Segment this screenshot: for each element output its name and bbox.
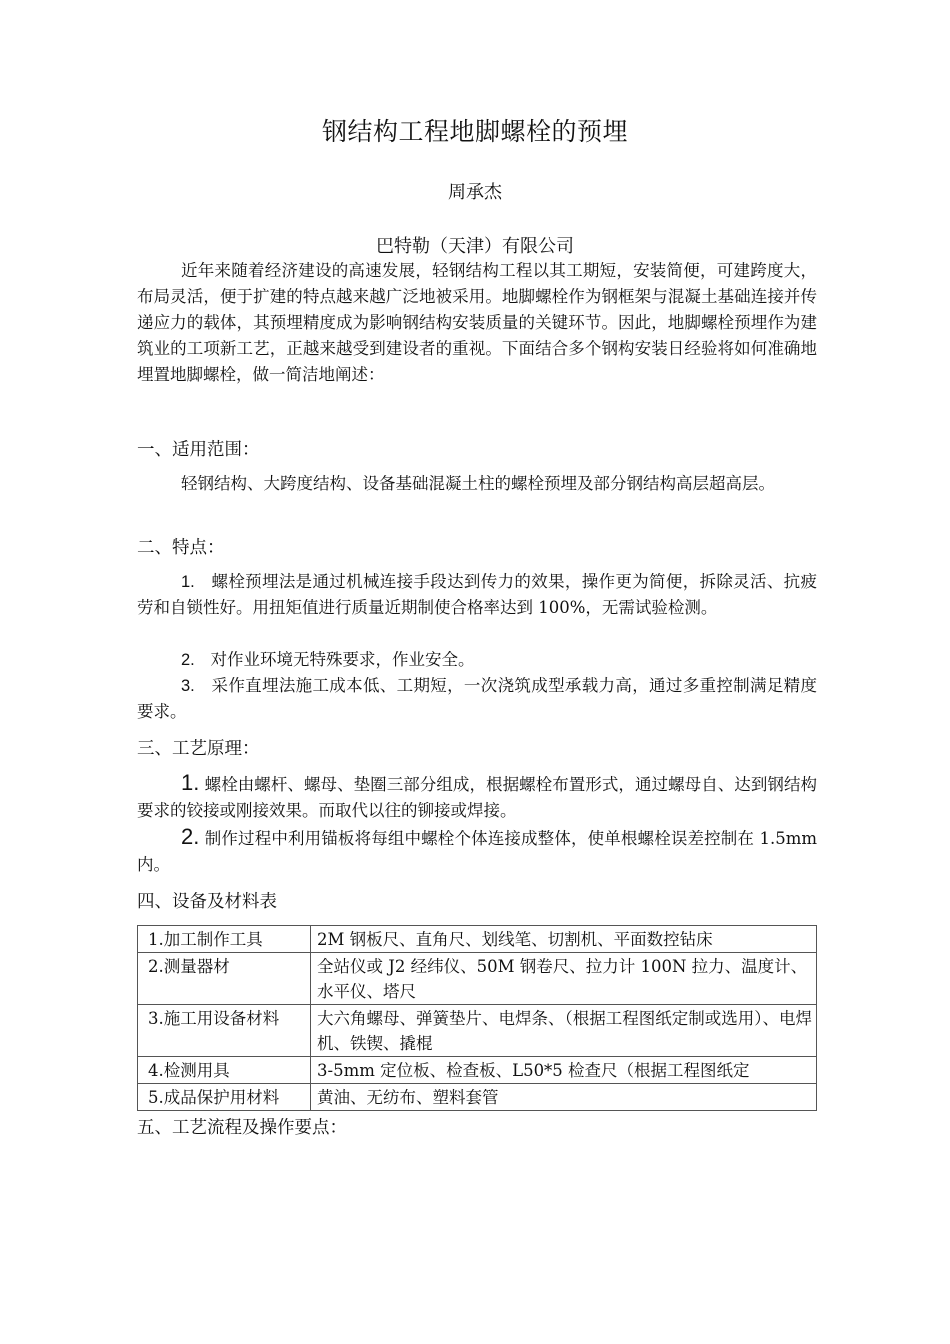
table-cell-items: 黄油、无纺布、塑料套管 — [311, 1084, 817, 1111]
section-heading-scope: 一、适用范围： — [137, 440, 260, 460]
table-cell-name: 2.测量器材 — [138, 953, 311, 1005]
table-cell-name: 3.施工用设备材料 — [138, 1005, 311, 1057]
principle-item-text: 制作过程中利用锚板将每组中螺栓个体连接成整体，使单根螺栓误差控制在 1.5mm 内。 — [137, 829, 818, 874]
intro-paragraph: 近年来随着经济建设的高速发展，轻钢结构工程以其工期短，安装简便，可建跨度大，布局灵活，便于扩建的特点越来越广泛地被采用。地脚螺栓作为钢框架与混凝土基础连接并传递应力的载体，其预埋精度成为影响钢结构安装质量的关键环节。因此，地脚螺栓预埋作为建筑业的工项新工艺，正越来越受到建设者的重视。下面结合多个钢构安装日经验将如何准确地埋置地脚螺栓，做一简洁地阐述： — [137, 261, 817, 384]
principle-item — [137, 770, 817, 824]
materials-table — [137, 925, 817, 1111]
principle-item — [137, 824, 817, 878]
table-row — [138, 926, 817, 953]
section-heading-features: 二、特点： — [137, 538, 225, 558]
document-title: 钢结构工程地脚螺栓的预埋 — [321, 117, 628, 146]
table-cell-items: 3-5mm 定位板、检查板、L50*5 检查尺（根据工程图纸定 — [311, 1057, 817, 1084]
section-heading-materials: 四、设备及材料表 — [137, 892, 277, 912]
feature-item — [137, 569, 817, 621]
scope-paragraph: 轻钢结构、大跨度结构、设备基础混凝土柱的螺栓预埋及部分钢结构高层超高层。 — [181, 474, 775, 493]
principle-item-text: 螺栓由螺杆、螺母、垫圈三部分组成，根据螺栓布置形式，通过螺母自、达到钢结构要求的铰接或刚接效果。而取代以往的铆接或焊接。 — [137, 775, 817, 820]
table-cell-items: 全站仪或 J2 经纬仪、50M 钢卷尺、拉力计 100N 拉力、温度计、水平仪、塔尺 — [311, 953, 817, 1005]
principle-item-number: 2. — [181, 824, 200, 849]
table-row — [138, 1005, 817, 1057]
principle-item-number: 1. — [181, 770, 200, 795]
author-name: 周承杰 — [448, 182, 502, 203]
feature-item-number: 1. — [181, 573, 195, 591]
table-row — [138, 953, 817, 1005]
feature-item-text: 螺栓预埋法是通过机械连接手段达到传力的效果，操作更为简便，拆除灵活、抗疲劳和自锁性好。用扭矩值进行质量近期制使合格率达到 100%，无需试验检测。 — [137, 572, 817, 617]
feature-item — [137, 647, 817, 673]
feature-item-number: 3. — [181, 677, 195, 695]
feature-item-number: 2. — [181, 651, 195, 669]
company-name: 巴特勒（天津）有限公司 — [376, 236, 574, 257]
section-heading-principle: 三、工艺原理： — [137, 739, 260, 759]
table-cell-name: 5.成品保护用材料 — [138, 1084, 311, 1111]
table-row — [138, 1057, 817, 1084]
table-row — [138, 1084, 817, 1111]
feature-item — [137, 673, 817, 725]
table-cell-name: 4.检测用具 — [138, 1057, 311, 1084]
feature-item-text: 采作直埋法施工成本低、工期短，一次浇筑成型承载力高，通过多重控制满足精度要求。 — [137, 676, 817, 721]
feature-item-text: 对作业环境无特殊要求，作业安全。 — [210, 650, 475, 669]
table-cell-items: 大六角螺母、弹簧垫片、电焊条、（根据工程图纸定制或选用）、电焊机、铁锲、撬棍 — [311, 1005, 817, 1057]
table-cell-name: 1.加工制作工具 — [138, 926, 311, 953]
table-cell-items: 2M 钢板尺、直角尺、划线笔、切割机、平面数控钻床 — [311, 926, 817, 953]
section-heading-process: 五、工艺流程及操作要点： — [137, 1118, 347, 1138]
